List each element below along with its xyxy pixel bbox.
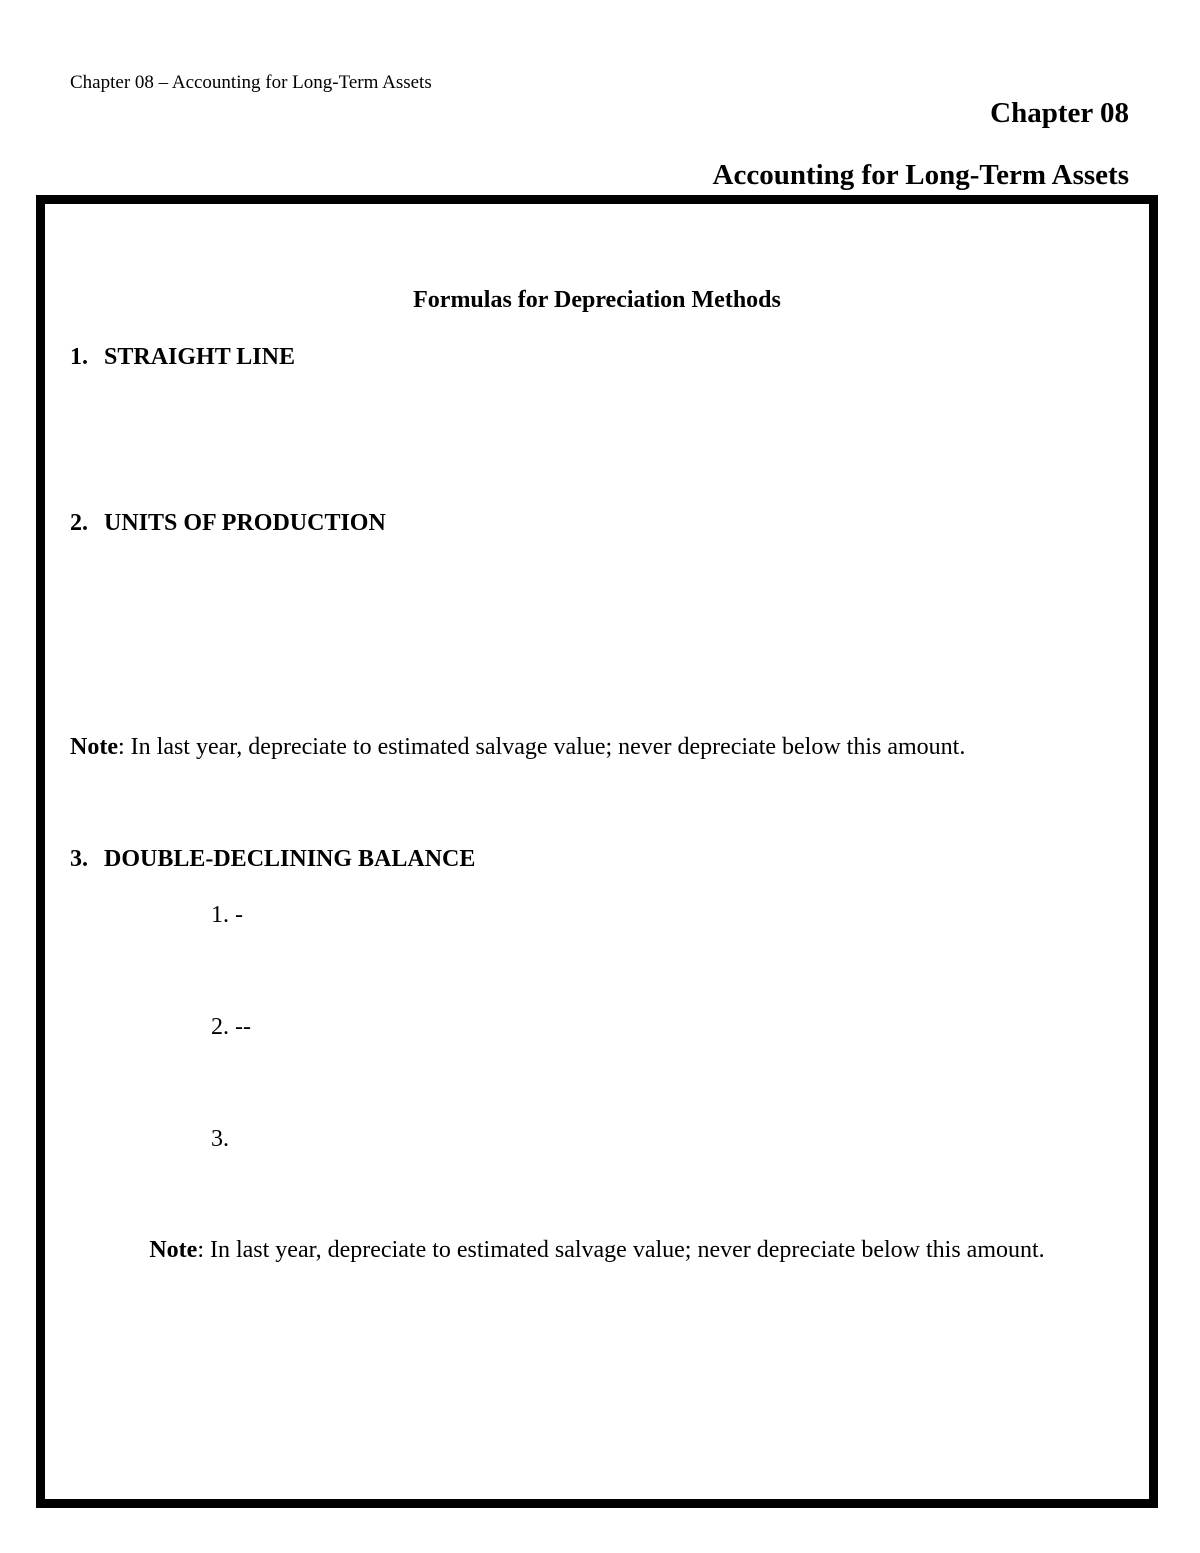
section-double-declining-balance xyxy=(70,845,475,873)
section-number: 3. xyxy=(70,846,88,872)
box-heading: Formulas for Depreciation Methods xyxy=(413,287,781,313)
formula-box xyxy=(36,195,1158,1508)
note-units-of-production xyxy=(70,733,965,761)
section-number: 2. xyxy=(70,510,88,536)
section-number: 1. xyxy=(70,344,88,370)
note-double-declining-balance xyxy=(45,1236,1149,1264)
section-title: STRAIGHT LINE xyxy=(104,344,295,370)
section-straight-line xyxy=(70,343,295,371)
chapter-title: Accounting for Long-Term Assets xyxy=(712,159,1129,191)
note-label: Note xyxy=(70,734,118,760)
chapter-number: Chapter 08 xyxy=(990,97,1129,129)
ddb-step-2: 2. -- xyxy=(211,1014,251,1040)
note-text: : In last year, depreciate to estimated salvage value; never depreciate below this amount. xyxy=(117,734,966,760)
running-header: Chapter 08 – Accounting for Long-Term Assets xyxy=(70,72,432,93)
section-title: DOUBLE-DECLINING BALANCE xyxy=(104,846,476,872)
section-units-of-production xyxy=(70,509,386,537)
note-label: Note xyxy=(149,1237,198,1263)
ddb-step-1: 1. - xyxy=(211,902,243,928)
note-text: : In last year, depreciate to estimated salvage value; never depreciate below this amount. xyxy=(197,1237,1045,1263)
section-title: UNITS OF PRODUCTION xyxy=(104,510,386,536)
ddb-step-3: 3. xyxy=(211,1126,229,1152)
